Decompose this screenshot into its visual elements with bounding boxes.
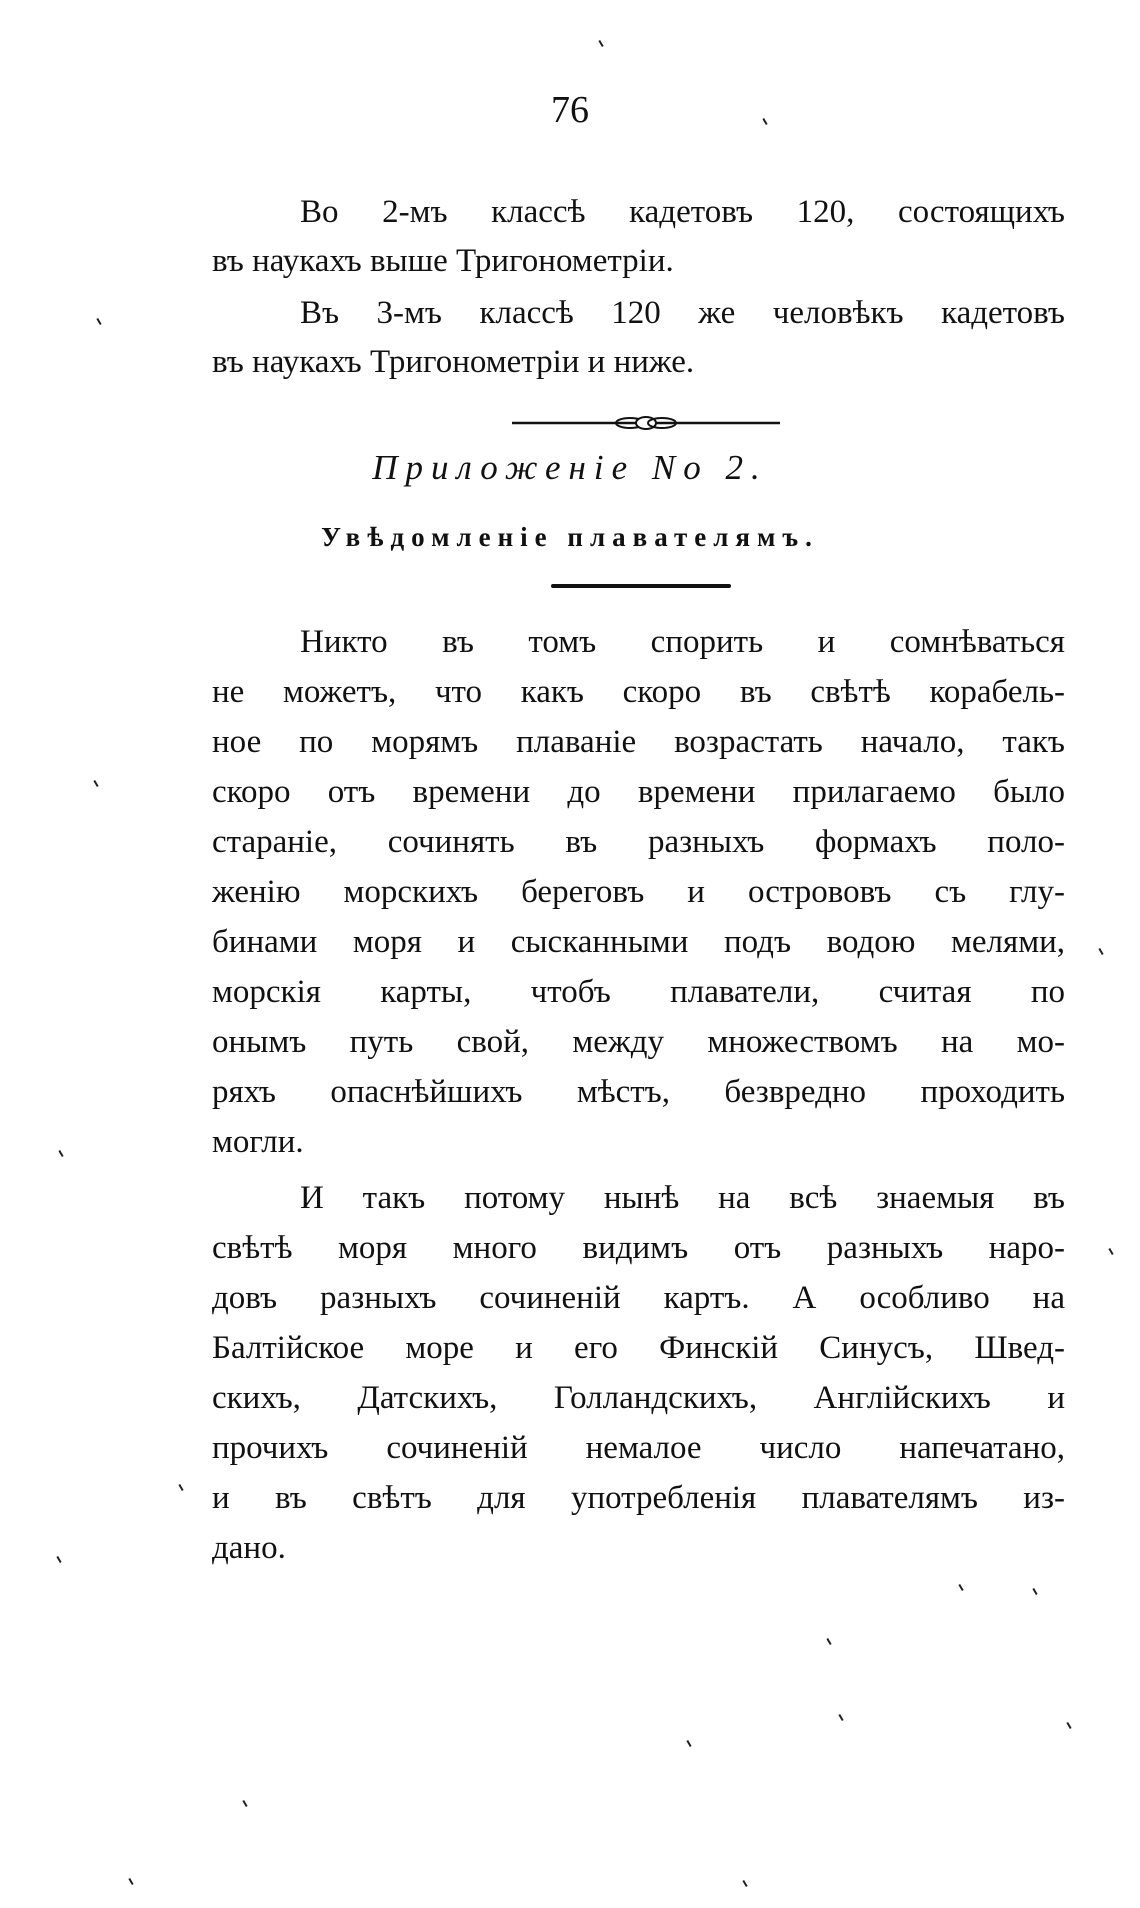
scan-speck	[242, 1800, 247, 1807]
scan-speck	[128, 1878, 133, 1885]
text-line: И такъ потому нынѣ на всѣ знаемыя въ	[300, 1180, 1065, 1216]
text-line: довъ разныхъ сочиненій картъ. А особливо на	[212, 1280, 1065, 1316]
text-line: стараніе, сочинять въ разныхъ формахъ поло-	[212, 824, 1065, 860]
scan-speck	[56, 1556, 61, 1563]
scan-speck	[826, 1638, 831, 1645]
appendix-heading: Приложеніе No 2.	[372, 448, 768, 487]
text-line: свѣтѣ моря много видимъ отъ разныхъ наро-	[212, 1230, 1065, 1266]
text-line: Въ 3-мъ классѣ 120 же человѣкъ кадетовъ	[300, 295, 1065, 331]
text-line: морскія карты, чтобъ плаватели, считая по	[212, 974, 1065, 1010]
scan-speck	[58, 1150, 63, 1157]
short-rule	[551, 584, 731, 588]
scan-speck	[178, 1484, 183, 1491]
text-line: Балтійское море и его Финскій Синусъ, Швед-	[212, 1330, 1065, 1366]
text-line: Во 2-мъ классѣ кадетовъ 120, состоящихъ	[300, 194, 1065, 230]
scan-speck	[93, 780, 98, 787]
text-line: бинами моря и сысканными подъ водою мелями,	[212, 924, 1065, 960]
appendix-subheading: Увѣдомленіе плавателямъ.	[321, 522, 819, 552]
text-line: скихъ, Датскихъ, Голландскихъ, Англійскихъ и	[212, 1380, 1065, 1416]
scan-speck	[1032, 1588, 1037, 1595]
text-line: ное по морямъ плаваніе возрастать начало, такъ	[212, 724, 1065, 760]
scan-speck	[838, 1714, 843, 1721]
text-line: онымъ путь свой, между множествомъ на мо-	[212, 1024, 1065, 1060]
text-line: Никто въ томъ спорить и сомнѣваться	[300, 624, 1065, 660]
scan-speck	[742, 1880, 747, 1887]
text-line: скоро отъ времени до времени прилагаемо было	[212, 774, 1065, 810]
text-line: прочихъ сочиненій немалое число напечатано,	[212, 1430, 1065, 1466]
text-line: и въ свѣтъ для употребленія плавателямъ из-	[212, 1480, 1065, 1516]
scan-speck	[1108, 1248, 1113, 1255]
scan-speck	[598, 40, 603, 47]
scan-speck	[1066, 1722, 1071, 1729]
scan-speck	[96, 318, 101, 325]
text-line: женію морскихъ береговъ и острововъ съ глу-	[212, 874, 1065, 910]
scan-speck	[686, 1740, 691, 1747]
text-line: не можетъ, что какъ скоро въ свѣтѣ корабель-	[212, 674, 1065, 710]
text-line: ряхъ опаснѣйшихъ мѣстъ, безвредно проходить	[212, 1074, 1065, 1110]
scan-speck	[958, 1584, 963, 1591]
text-line: въ наукахъ Тригонометріи и ниже.	[212, 344, 695, 380]
text-line: могли.	[212, 1124, 304, 1160]
text-line: дано.	[212, 1530, 286, 1566]
page-number: 76	[551, 89, 589, 131]
ornament-divider	[512, 412, 780, 434]
text-line: въ наукахъ выше Тригонометріи.	[212, 243, 674, 279]
scan-speck	[1098, 948, 1103, 955]
